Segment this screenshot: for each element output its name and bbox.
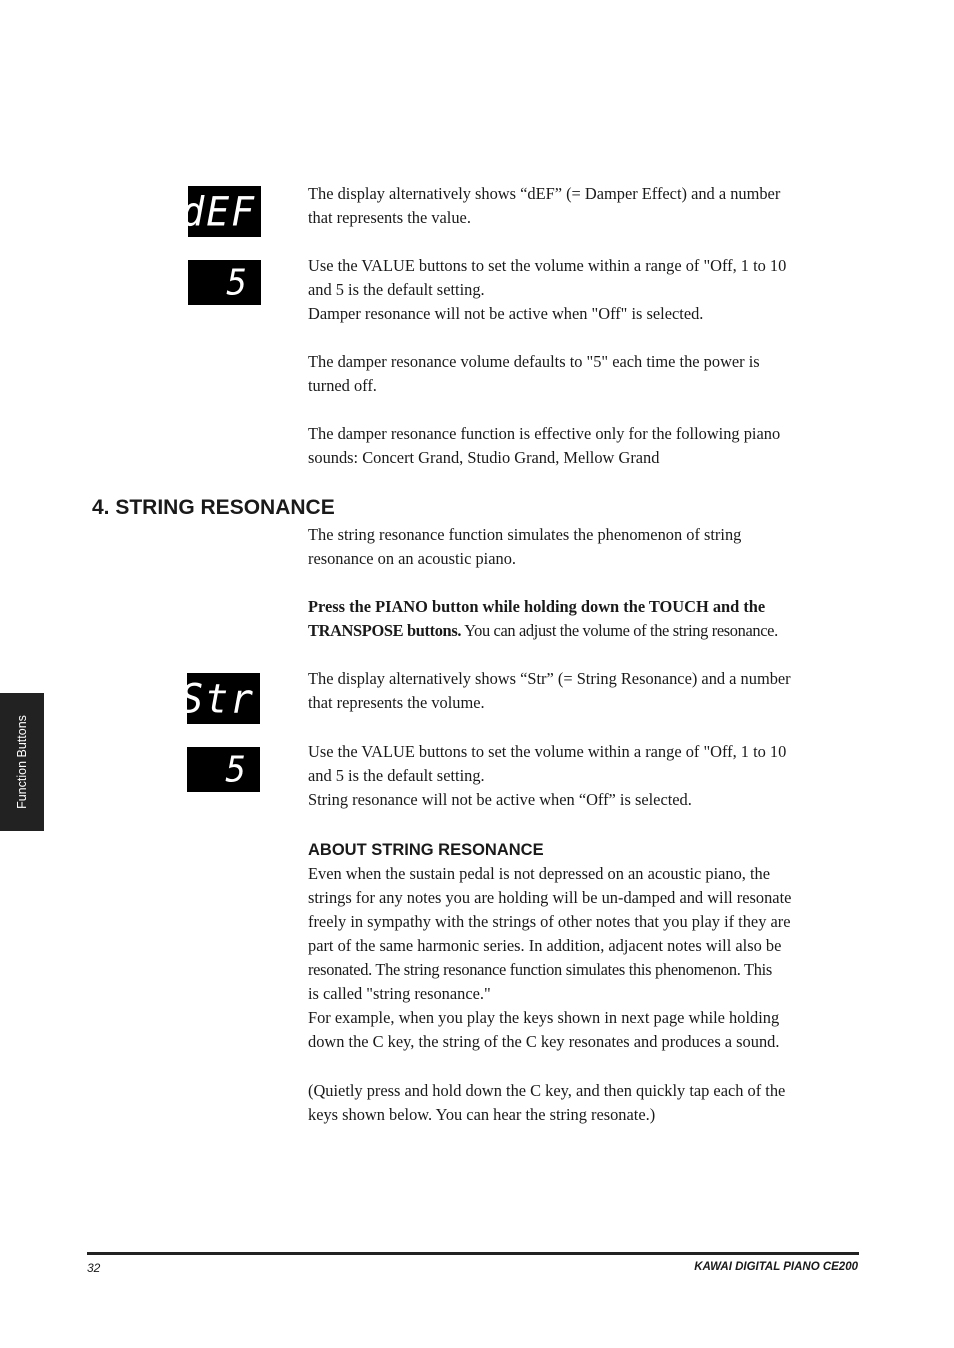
lcd-display-str	[180, 673, 260, 724]
text-line: The string resonance function simulates the phenomenon of string	[308, 525, 742, 544]
text-line: (Quietly press and hold down the C key, and then quickly tap each of the	[308, 1081, 786, 1100]
text-line: The damper resonance volume defaults to "5" each time the power is	[308, 352, 760, 371]
about-heading: ABOUT STRING RESONANCE	[308, 841, 544, 859]
bold-text: TRANSPOSE buttons.	[308, 621, 462, 640]
damper-value-paragraph	[308, 254, 860, 326]
text-line: The display alternatively shows “Str” (= String Resonance) and a number	[308, 669, 791, 688]
text-line: down the C key, the string of the C key resonates and produces a sound.	[308, 1032, 780, 1051]
string-value-paragraph	[308, 740, 860, 812]
string-intro-paragraph	[308, 523, 860, 571]
lcd-display-def-value	[188, 260, 261, 305]
text-line: Use the VALUE buttons to set the volume within a range of "Off, 1 to 10	[308, 742, 787, 761]
text-line: For example, when you play the keys shown in next page while holding	[308, 1008, 780, 1027]
instruction-line-2	[308, 619, 860, 643]
text-line: The damper resonance function is effective only for the following piano	[308, 424, 781, 443]
damper-default-paragraph	[308, 350, 860, 398]
text-line: The display alternatively shows “dEF” (= Damper Effect) and a number	[308, 184, 781, 203]
about-paragraph	[308, 862, 860, 1054]
text-line: sounds: Concert Grand, Studio Grand, Mellow Grand	[308, 448, 660, 467]
string-instruction-paragraph	[308, 595, 860, 643]
text-line: Press the PIANO button while holding down the TOUCH and the	[308, 597, 766, 616]
lcd-def-text: dEF	[181, 188, 256, 235]
page-number: 32	[87, 1261, 101, 1275]
quiet-paragraph	[308, 1079, 860, 1127]
text-line: resonance on an acoustic piano.	[308, 549, 516, 568]
text-line: Use the VALUE buttons to set the volume within a range of "Off, 1 to 10	[308, 256, 787, 275]
text-line: Even when the sustain pedal is not depressed on an acoustic piano, the	[308, 864, 771, 883]
text-line: strings for any notes you are holding will be un-damped and will resonate	[308, 888, 792, 907]
lcd-display-str-value	[187, 747, 260, 792]
text-line: and 5 is the default setting.	[308, 280, 485, 299]
text-line: freely in sympathy with the strings of other notes that you play if they are	[308, 912, 791, 931]
text-line: String resonance will not be active when “Off” is selected.	[308, 790, 692, 809]
lcd-str-value-text: 5	[225, 748, 250, 791]
damper-display-paragraph	[308, 182, 860, 230]
lcd-def-value-text: 5	[226, 261, 251, 304]
string-display-paragraph	[308, 667, 860, 715]
text-line: turned off.	[308, 376, 377, 395]
text-line: that represents the value.	[308, 208, 471, 227]
text-line: is called "string resonance."	[308, 984, 491, 1003]
section-heading: 4. STRING RESONANCE	[92, 496, 335, 519]
footer-rule	[87, 1252, 859, 1255]
text-line: resonated. The string resonance function simulates this phenomenon. This	[308, 960, 772, 979]
side-tab	[0, 693, 44, 831]
damper-sounds-paragraph	[308, 422, 860, 470]
lcd-display-def	[181, 186, 261, 237]
text-run: You can adjust the volume of the string resonance.	[461, 621, 778, 640]
text-line: keys shown below. You can hear the string resonate.)	[308, 1105, 656, 1124]
text-line: Damper resonance will not be active when "Off" is selected.	[308, 304, 704, 323]
text-line: part of the same harmonic series. In addition, adjacent notes will also be	[308, 936, 782, 955]
footer-title: KAWAI DIGITAL PIANO CE200	[694, 1261, 858, 1273]
lcd-str-text: Str	[180, 675, 255, 722]
text-line: and 5 is the default setting.	[308, 766, 485, 785]
text-line: that represents the volume.	[308, 693, 485, 712]
side-tab-label: Function Buttons	[15, 715, 29, 809]
